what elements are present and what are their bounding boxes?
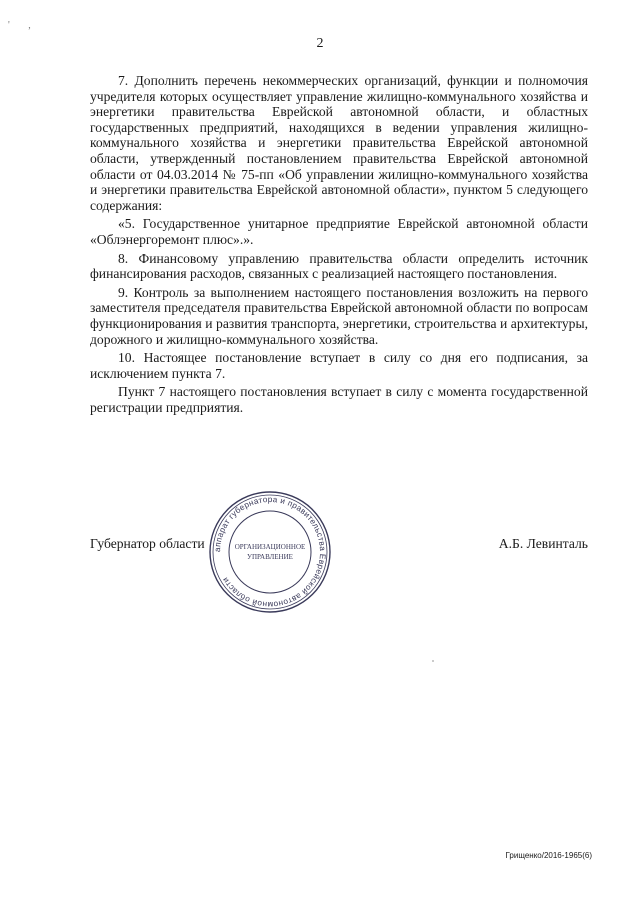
scan-corner-marks: ' ,	[8, 20, 39, 31]
svg-text:аппарат губернатора и правител	[213, 495, 327, 609]
document-body	[90, 73, 588, 418]
document-footer-code: Грищенко/2016-1965(6)	[505, 851, 592, 860]
paragraph-8: 8. Финансовому управлению правительства области определить источник финансирования расходов, связанных с реализацией настоящего постановления.	[90, 250, 588, 282]
official-seal-stamp	[205, 487, 335, 617]
scan-speck	[432, 660, 434, 662]
paragraph-11: Пункт 7 настоящего постановления вступает в силу с момента государственной регистрации предприятия.	[90, 384, 588, 415]
signatory-position: Губернатор области	[90, 536, 205, 551]
paragraph-9: 9. Контроль за выполнением настоящего постановления возложить на первого заместителя председателя правительства Еврейской автономной области по вопросам функционирования и развития транспорта, энергетики, строительства и архитектуры, дорожного и жилищно-коммунального хозяйства.	[90, 284, 588, 347]
signatory-name: А.Б. Левинталь	[498, 536, 588, 551]
seal-center-line-2: УПРАВЛЕНИЕ	[247, 553, 293, 561]
paragraph-10: 10. Настоящее постановление вступает в силу со дня его подписания, за исключением пункта 7.	[90, 350, 588, 381]
paragraph-7-quote: «5. Государственное унитарное предприятие Еврейской автономной области «Облэнергоремонт плюс».».	[90, 216, 588, 247]
page-number: 2	[316, 36, 324, 51]
signature-block	[90, 536, 588, 556]
paragraph-7: 7. Дополнить перечень некоммерческих организаций, функции и полномочия учредителя которых осуществляет управление жилищно-коммунального хозяйства и энергетики правительства Еврейской автономной области, и областных государственных предприятий, находящихся в ведении управления жилищно-коммунального хозяйства и энергетики правительства Еврейской автономной области, утвержденный постановлением правительства Еврейской автономной области от 04.03.2014 № 75-пп «Об управлении жилищно-коммунального хозяйства и энергетики правительства Еврейской автономной области», пунктом 5 следующего содержания:	[90, 73, 588, 213]
seal-ring-text: аппарат губернатора и правительства Еврейской автономной области	[212, 494, 328, 610]
seal-center-line-1: ОРГАНИЗАЦИОННОЕ	[234, 543, 306, 551]
seal-icon	[205, 487, 335, 617]
